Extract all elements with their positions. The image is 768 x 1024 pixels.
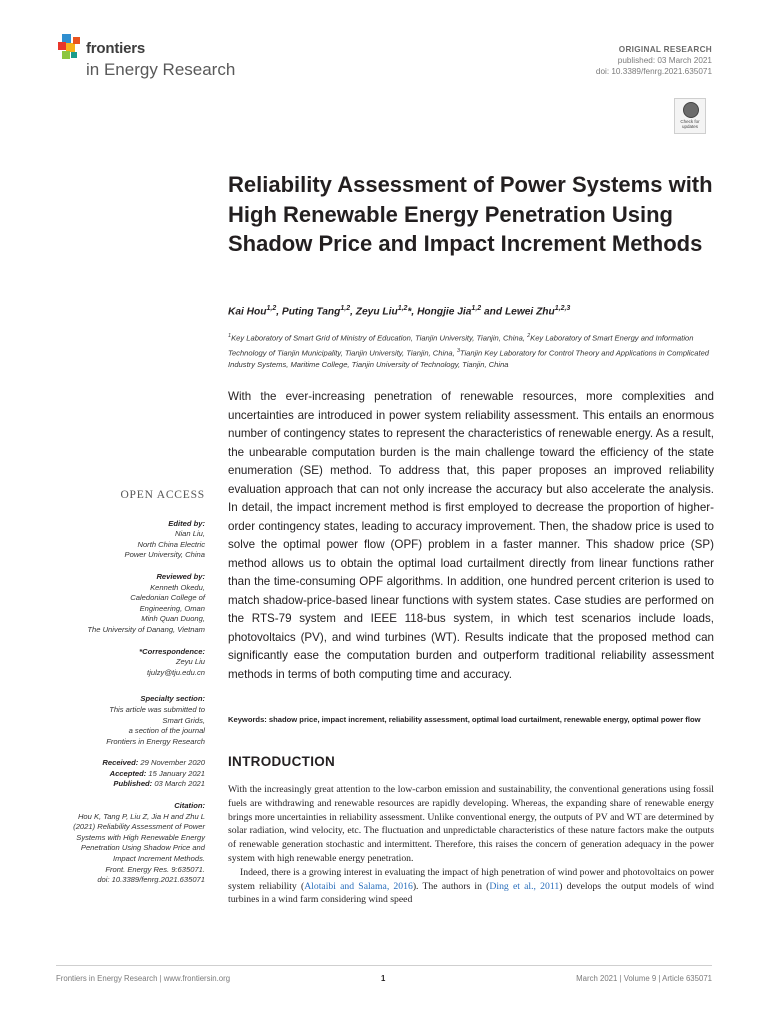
published-label: Published: [113, 779, 153, 789]
author-name[interactable]: Zeyu Liu [355, 306, 398, 318]
intro-paragraph-1: With the increasingly great attention to the low-carbon emission and sustainability, the conventional generations using fossil fuels are withdrawing and renewable resources are rapidly developing. Whereas, the expanding share of renewable energy brings more uncertainties in reliability assessment. Unlike conventional energy, the outputs of PV and WT are determined by solar radiation, wind velocity, etc. The fluctuation and unpredictable characteristics of these nature factors make the outputs of renewable generation stochastic and intermittent. Therefore, this raises the concern of generation adequacy in the power system with high renewable energy penetration. [228, 784, 714, 864]
editor-info [56, 529, 205, 561]
accepted-date: 15 January 2021 [146, 768, 205, 778]
edited-by-label: Edited by: [168, 518, 205, 528]
info-line: Frontiers in Energy Research [106, 736, 205, 746]
affiliation-sup: 1 [228, 333, 232, 339]
info-line: This article was submitted to [109, 704, 205, 714]
info-line: Smart Grids, [162, 715, 205, 725]
info-line: Nian Liu, [175, 529, 205, 539]
correspondence-info[interactable] [56, 657, 205, 678]
footer-divider [56, 965, 712, 966]
info-line: Zeyu Liu [175, 657, 205, 667]
author-separator: , [350, 306, 356, 318]
received-label: Received: [102, 758, 139, 768]
author-name[interactable]: Lewei Zhu [504, 306, 555, 318]
author-separator: , [276, 306, 282, 318]
author-name[interactable]: Kai Hou [228, 306, 267, 318]
keywords: Keywords: shadow price, impact increment, reliability assessment, optimal load curtailment, renewable energy, optimal power flow [228, 715, 701, 724]
brand-name: frontiers [86, 40, 146, 57]
corresponding-mark: * [407, 306, 412, 318]
author-affiliation-sup: 1,2 [340, 305, 351, 312]
article-title: Reliability Assessment of Power Systems with High Renewable Energy Penetration Using Shadow Price and Impact Increment Methods [228, 172, 713, 256]
author-separator: and [481, 306, 505, 318]
footer-journal[interactable]: Frontiers in Energy Research | www.frontiersin.org [56, 974, 231, 983]
info-line: Power University, China [124, 550, 205, 560]
affiliation-sup: 3 [456, 347, 460, 354]
citation-link[interactable]: Alotaibi and Salama, 2016 [304, 880, 413, 892]
journal-name: in Energy Research [86, 60, 236, 79]
check-updates-icon [683, 102, 699, 118]
intro-text: ). The authors in ( [412, 880, 490, 892]
info-line: Minh Quan Duong, [141, 614, 205, 624]
article-type: ORIGINAL RESEARCH [618, 45, 712, 54]
open-access-label: OPEN ACCESS [120, 489, 205, 501]
received-row [56, 758, 205, 769]
info-line: Engineering, Oman [139, 603, 205, 613]
info-line: The University of Danang, Vietnam [87, 624, 205, 634]
specialty-label: Specialty section: [140, 694, 205, 704]
info-line: North China Electric [137, 539, 205, 549]
info-line: Hou K, Tang P, Liu Z, Jia H and Zhu L [77, 811, 205, 821]
info-line: a section of the journal [128, 726, 205, 736]
published-row [56, 779, 205, 790]
author-affiliation-sup: 1,2 [397, 305, 408, 312]
author-separator: , [411, 306, 418, 318]
info-line: Impact Increment Methods. [112, 854, 205, 864]
author-name[interactable]: Puting Tang [281, 306, 341, 318]
info-line: Caledonian College of [130, 593, 205, 603]
journal-logo[interactable] [56, 34, 256, 80]
info-line: doi: 10.3389/fenrg.2021.635071 [97, 875, 205, 885]
side-column [56, 490, 205, 897]
specialty-info [56, 705, 205, 747]
article-meta [596, 44, 712, 77]
correspondence-label: *Correspondence: [139, 646, 205, 656]
info-line: Systems with High Renewable Energy [76, 832, 205, 842]
author-affiliation-sup: 1,2,3 [554, 305, 571, 312]
page-number: 1 [381, 974, 386, 983]
intro-text: ) develops the output models of wind turbines in a wind farm considering wind speed [228, 880, 715, 906]
affiliation-text: Key Laboratory of Smart Energy and Information Technology of Tianjin Municipality, Tianjin University, Tianjin, China, [228, 333, 694, 358]
info-line: (2021) Reliability Assessment of Power [73, 822, 205, 832]
info-line: Front. Energy Res. 9:635071. [105, 864, 205, 874]
author-affiliation-sup: 1,2 [471, 305, 482, 312]
author-affiliation-sup: 1,2 [266, 305, 277, 312]
info-line: Penetration Using Shadow Price and [80, 843, 205, 853]
affiliation-sup: 2 [527, 333, 531, 339]
accepted-label: Accepted: [109, 768, 147, 778]
received-date: 29 November 2020 [138, 758, 205, 768]
reviewed-by-label: Reviewed by: [156, 571, 205, 581]
intro-paragraph-2 [228, 866, 714, 907]
footer-volume: March 2021 | Volume 9 | Article 635071 [576, 974, 712, 983]
reviewer-info [56, 583, 205, 636]
published-date: published: 03 March 2021 [617, 56, 712, 65]
accepted-row [56, 769, 205, 780]
frontiers-logo-icon [56, 34, 84, 62]
author-name[interactable]: Hongjie Jia [417, 306, 472, 318]
info-line: Kenneth Okedu, [150, 582, 205, 592]
affiliation-text: Key Laboratory of Smart Grid of Ministry of Education, Tianjin University, Tianjin, China, [231, 333, 528, 343]
doi[interactable]: doi: 10.3389/fenrg.2021.635071 [595, 67, 712, 76]
citation-info [56, 812, 205, 886]
published-date-side: 03 March 2021 [152, 779, 205, 789]
check-for-updates-badge[interactable] [674, 98, 706, 134]
intro-text: Indeed, there is a growing interest in evaluating the impact of high penetration of wind power and photovoltaics on power system reliability ( [228, 866, 714, 892]
citation-label: Citation: [174, 801, 205, 811]
section-heading-introduction: INTRODUCTION [228, 754, 336, 769]
citation-link[interactable]: Ding et al., 2011 [489, 880, 560, 892]
info-line: tjulzy@tju.edu.cn [147, 667, 205, 677]
check-updates-label: Check for updates [680, 119, 700, 129]
introduction-body [228, 783, 714, 907]
affiliation-text: Tianjin Key Laboratory for Control Theory and Applications in Complicated Industry Systems, Maritime College, Tianjin University of Technology, Tianjin, China [228, 348, 710, 370]
abstract: With the ever-increasing penetration of renewable resources, more complexities and uncertainties are introduced in power system reliability assessment. This entails an enormous number of contingency states to represent the characteristics of renewable energy. As a result, the unbearable computation burden is the main challenge toward the efficiency of the state enumeration (SE) method. To address that, this paper proposes an improved reliability evaluation approach that can not only increase the accuracy but also accelerate the analysis. In detail, the impact increment method is first employed to decrease the proportion of higher-order contingency states, leading to accuracy improvement. Then, the shadow price is used to solve the optimal power flow (OPF) problem in a faster manner. This shadow price (SP) method allows us to obtain the optimal load curtailment directly from linear functions rather than the time-consuming OPF algorithms. In addition, one hundred percent criterion is used to match shadow-price-based linear functions with system states. Case studies are performed on the RTS-79 system and IEEE 118-bus system, in which test scenarios include loads, photovoltaics (PV), and wind turbines (WT). Results indicate that the proposed method can significantly ease the computation burden and outperform traditional reliability assessment methods in terms of both computing time and accuracy. [228, 390, 714, 681]
affiliations [228, 330, 714, 372]
author-list [228, 305, 728, 317]
